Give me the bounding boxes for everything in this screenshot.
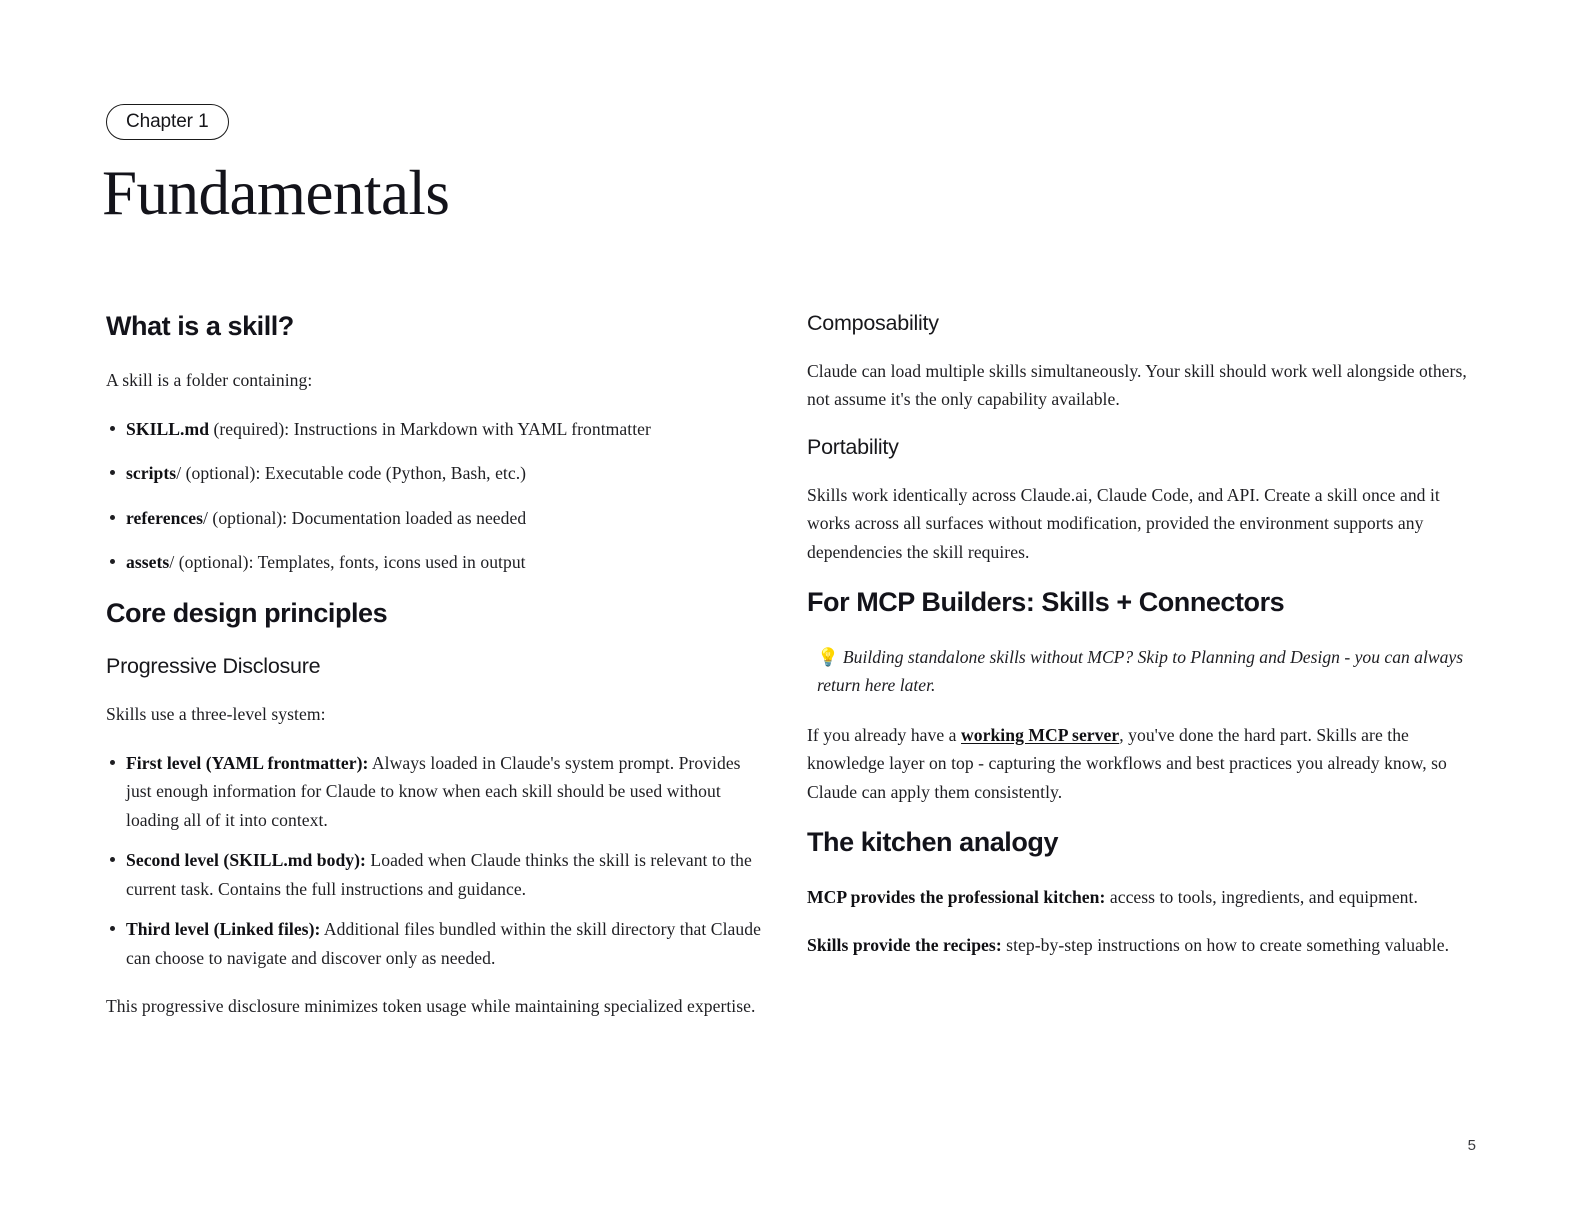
list-item-desc: Additional files bundled within the skill directory that Claude can choose to navigate and discover only as needed. xyxy=(126,919,761,968)
list-item-desc: (required): Instructions in Markdown with YAML frontmatter xyxy=(209,418,651,439)
tip-callout xyxy=(817,643,1482,699)
tip-callout-text: Building standalone skills without MCP? Skip to Planning and Design - you can always return here later. xyxy=(817,646,1464,695)
heading-composability: Composability xyxy=(807,311,939,335)
list-item-desc: / (optional): Executable code (Python, Bash, etc.) xyxy=(176,463,527,484)
heading-progressive-disclosure: Progressive Disclosure xyxy=(106,654,321,679)
list-item xyxy=(106,504,766,533)
heading-mcp-builders: For MCP Builders: Skills + Connectors xyxy=(807,587,1285,618)
list-item-term: Third level (Linked files): xyxy=(126,919,321,940)
heading-what-is-a-skill: What is a skill? xyxy=(106,311,294,341)
mcp-server-paragraph xyxy=(807,721,1482,807)
heading-portability: Portability xyxy=(807,434,899,459)
paragraph-term: MCP provides the professional kitchen: xyxy=(807,886,1106,907)
composability-paragraph: Claude can load multiple skills simultaneously. Your skill should work well alongside others, not assume it's the only capability available. xyxy=(807,360,1467,410)
list-item-term: First level (YAML frontmatter): xyxy=(126,752,369,773)
mcp-para-tail: , you've done the hard part. Skills are the knowledge layer on top - capturing the workflows and best practices you already know, so Claude can apply them consistently. xyxy=(807,724,1447,802)
paragraph-desc: access to tools, ingredients, and equipment. xyxy=(1105,886,1418,907)
kitchen-analogy-paragraph xyxy=(807,931,1482,960)
page-number: 5 xyxy=(1467,1137,1476,1154)
list-item-term: Second level (SKILL.md body): xyxy=(126,850,366,871)
heading-core-design-principles: Core design principles xyxy=(106,597,388,628)
right-column xyxy=(807,310,1482,1021)
left-column xyxy=(106,310,766,1021)
working-mcp-server-link[interactable]: working MCP server xyxy=(961,724,1120,745)
list-item-desc: Always loaded in Claude's system prompt. Provides just enough information for Claude to know when each skill should be used without loading all of it into context. xyxy=(126,752,741,830)
progressive-disclosure-intro: Skills use a three-level system: xyxy=(106,704,326,725)
list-item xyxy=(106,915,766,972)
list-item xyxy=(106,846,766,903)
two-column-body xyxy=(106,310,1482,1021)
list-item-term: SKILL.md xyxy=(126,418,210,439)
three-level-list xyxy=(106,749,766,973)
list-item-desc: / (optional): Documentation loaded as needed xyxy=(203,507,527,528)
list-item-term: scripts xyxy=(126,463,177,484)
lightbulb-icon: 💡 xyxy=(817,646,839,667)
skill-folder-list xyxy=(106,415,766,577)
list-item-term: references xyxy=(126,507,204,528)
list-item xyxy=(106,415,766,444)
paragraph-term: Skills provide the recipes: xyxy=(807,935,1002,956)
list-item-desc: / (optional): Templates, fonts, icons used in output xyxy=(169,552,526,573)
portability-paragraph: Skills work identically across Claude.ai, Claude Code, and API. Create a skill once and it works across all surfaces without modification, provided the environment supports any dependencies the skill requires. xyxy=(807,484,1440,562)
paragraph-desc: step-by-step instructions on how to create something valuable. xyxy=(1001,935,1450,956)
kitchen-analogy-paragraph xyxy=(807,883,1482,912)
progressive-disclosure-outro: This progressive disclosure minimizes token usage while maintaining specialized expertise. xyxy=(106,996,756,1017)
chapter-badge: Chapter 1 xyxy=(106,104,229,140)
page-header xyxy=(102,104,1486,228)
heading-kitchen-analogy: The kitchen analogy xyxy=(807,827,1059,858)
mcp-para-lead: If you already have a xyxy=(807,724,961,745)
list-item xyxy=(106,749,766,835)
page-title: Fundamentals xyxy=(102,158,450,228)
list-item-desc: Loaded when Claude thinks the skill is relevant to the current task. Contains the full instructions and guidance. xyxy=(126,850,752,899)
skill-intro-paragraph: A skill is a folder containing: xyxy=(106,370,313,391)
list-item-term: assets xyxy=(126,552,170,573)
list-item xyxy=(106,548,766,577)
list-item xyxy=(106,459,766,488)
